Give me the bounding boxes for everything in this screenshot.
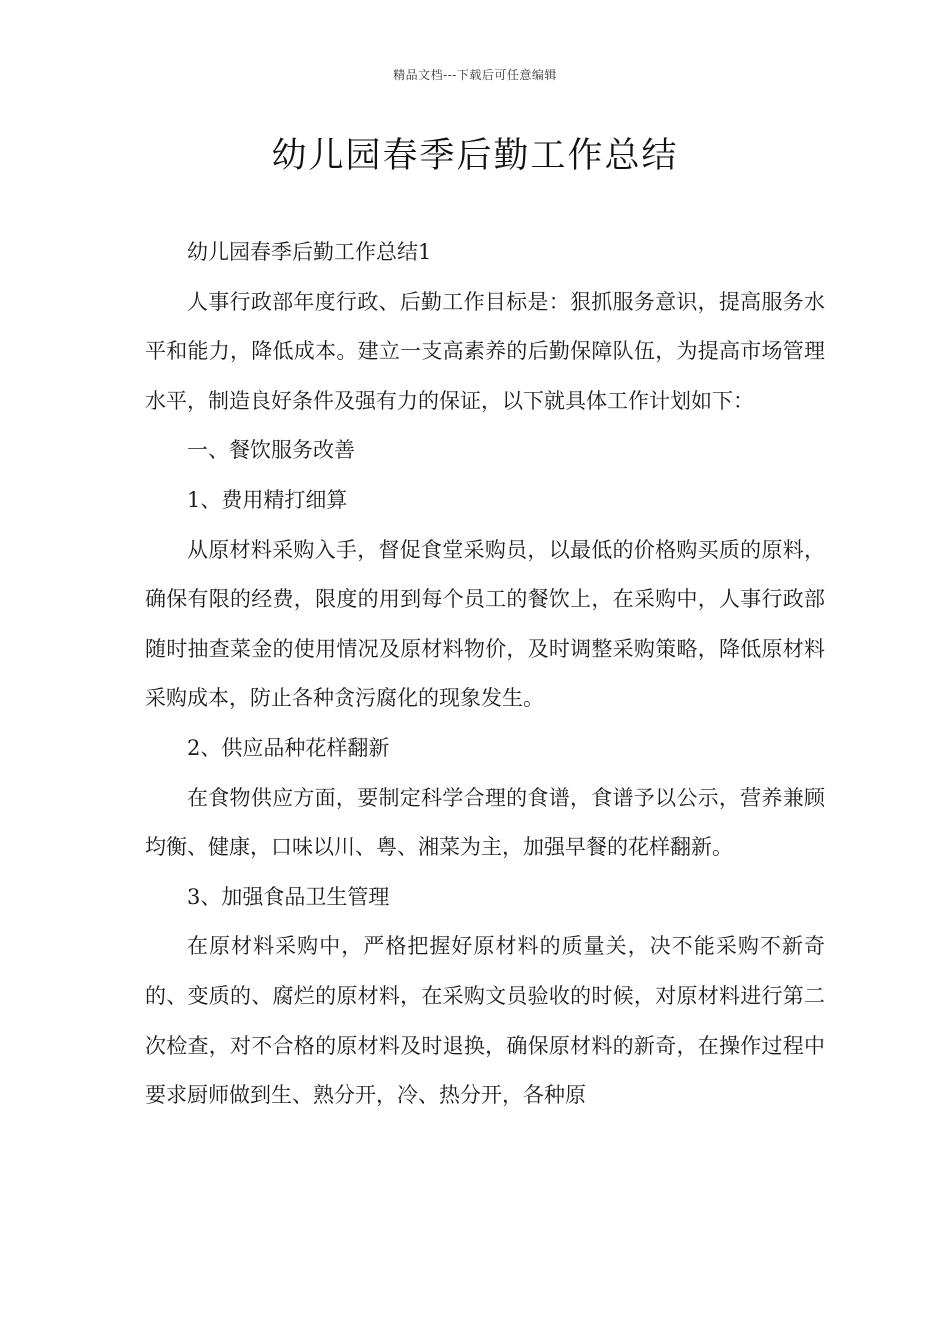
subheading-cost-control: 1、费用精打细算 xyxy=(187,487,348,512)
subheading-variety: 2、供应品种花样翻新 xyxy=(187,735,390,760)
paragraph-variety: 在食物供应方面，要制定科学合理的食谱，食谱予以公示，营养兼顾均衡、健康，口味以川、粤、湘菜为主，加强早餐的花样翻新。 xyxy=(145,785,825,860)
section-heading-catering: 一、餐饮服务改善 xyxy=(187,438,355,463)
header-note: 精品文档---下载后可任意编辑 xyxy=(393,68,557,82)
document-title: 幼儿园春季后勤工作总结 xyxy=(271,136,679,176)
document-body xyxy=(145,228,825,1121)
subheading-hygiene: 3、加强食品卫生管理 xyxy=(187,884,390,909)
paragraph-hygiene: 在原材料采购中，严格把握好原材料的质量关，决不能采购不新奇的、变质的、腐烂的原材料，在采购文员验收的时候，对原材料进行第二次检查，对不合格的原材料及时退换，确保原材料的新奇，在操作过程中要求厨师做到生、熟分开，冷、热分开，各种原 xyxy=(145,934,825,1108)
paragraph-cost-control: 从原材料采购入手，督促食堂采购员，以最低的价格购买质的原料，确保有限的经费，限度的用到每个员工的餐饮上，在采购中，人事行政部随时抽查菜金的使用情况及原材料物价，及时调整采购策略，降低原材料采购成本，防止各种贪污腐化的现象发生。 xyxy=(145,537,825,711)
paragraph-subtitle: 幼儿园春季后勤工作总结1 xyxy=(187,240,432,264)
paragraph-intro: 人事行政部年度行政、后勤工作目标是：狠抓服务意识，提高服务水平和能力，降低成本。建立一支高素养的后勤保障队伍，为提高市场管理水平，制造良好条件及强有力的保证，以下就具体工作计划如下： xyxy=(145,289,825,413)
